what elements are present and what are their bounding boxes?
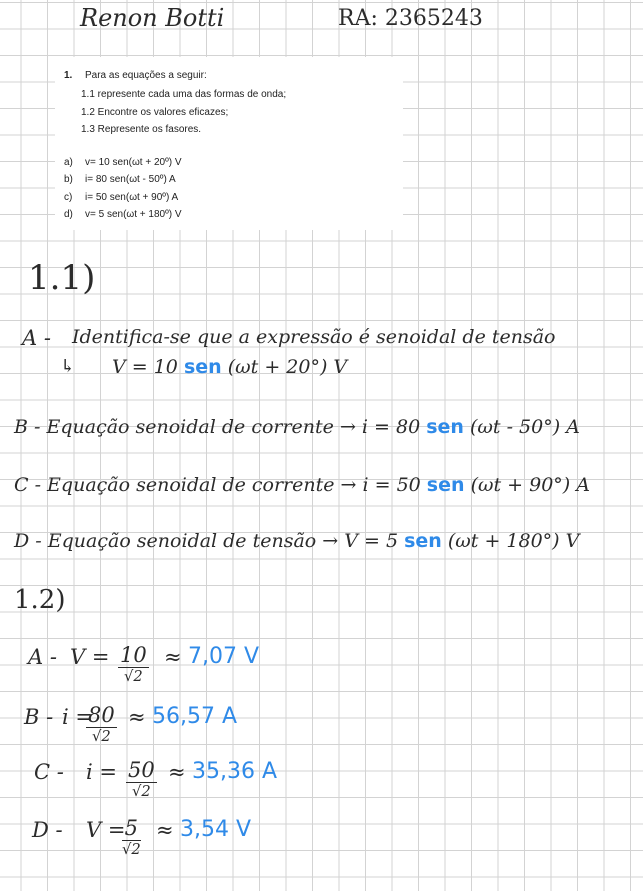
answer-c-text: Equação senoidal de corrente → i = 50 <box>47 474 421 496</box>
rms-a-var: V = <box>70 645 110 669</box>
answer-a-arrow: ↳ <box>60 356 76 377</box>
rms-b-result: 56,57 A <box>152 704 238 729</box>
rms-a-approx: ≈ <box>164 645 182 669</box>
rms-d-fraction <box>122 816 141 858</box>
rms-d-num: 5 <box>122 816 141 841</box>
item-letter-b: b) <box>64 174 73 185</box>
item-text-b: i= 80 sen(ωt - 50º) A <box>85 174 176 185</box>
answer-b-eq-post: (ωt - 50°) A <box>470 416 580 438</box>
rms-c-fraction <box>126 758 157 800</box>
rms-a-den: √2 <box>124 668 143 685</box>
item-letter-a: a) <box>64 157 73 168</box>
answer-d-sen: sen <box>404 530 442 552</box>
item-text-c: i= 50 sen(ωt + 90º) A <box>85 192 179 203</box>
rms-d-result: 3,54 V <box>180 817 252 842</box>
rms-a-fraction <box>118 643 149 685</box>
rms-d-prefix: D - <box>32 818 63 842</box>
rms-a-num: 10 <box>120 643 147 667</box>
rms-b-prefix: B - <box>24 705 54 729</box>
section-1-2-heading: 1.2) <box>14 585 66 615</box>
question-sub-3: 1.3 Represente os fasores. <box>81 124 202 135</box>
item-letter-d: d) <box>64 209 73 220</box>
answer-a-equation <box>112 356 347 378</box>
answer-c-line <box>14 474 590 496</box>
question-sub-2: 1.2 Encontre os valores eficazes; <box>81 107 229 118</box>
rms-c-result: 35,36 A <box>192 759 278 784</box>
question-box <box>55 57 403 230</box>
answer-b-sen: sen <box>426 416 464 438</box>
student-ra: RA: 2365243 <box>338 6 483 31</box>
rms-d-approx: ≈ <box>156 818 174 842</box>
answer-a-text: Identifica-se que a expressão é senoidal de tensão <box>72 326 556 348</box>
rms-b-fraction <box>86 703 117 745</box>
answer-c-sen: sen <box>426 474 465 496</box>
answer-c-prefix: C - <box>14 474 41 496</box>
rms-d-den: √2 <box>122 841 141 858</box>
rms-b-num: 80 <box>88 703 115 727</box>
rms-c-den: √2 <box>132 783 151 800</box>
answer-a-eq-pre: V = 10 <box>112 356 178 378</box>
rms-a-prefix: A - <box>28 645 57 669</box>
answer-d-prefix: D - <box>14 530 42 552</box>
answer-b-text: Equação senoidal de corrente → i = 80 <box>46 416 421 438</box>
answer-b-prefix: B - <box>14 416 41 438</box>
answer-a-sen: sen <box>183 356 222 378</box>
rms-d-var: V = <box>86 818 126 842</box>
question-number: 1. <box>64 70 73 81</box>
question-sub-1: 1.1 represente cada uma das formas de onda; <box>81 89 287 100</box>
answer-c-eq-post: (ωt + 90°) A <box>470 474 590 496</box>
rms-a-result: 7,07 V <box>188 644 260 669</box>
rms-b-var: i = <box>62 705 93 729</box>
student-name: Renon Botti <box>80 4 225 32</box>
rms-c-approx: ≈ <box>168 760 186 784</box>
rms-b-den: √2 <box>92 728 111 745</box>
rms-c-prefix: C - <box>34 760 64 784</box>
item-letter-c: c) <box>64 192 73 203</box>
section-1-1-heading: 1.1) <box>28 258 96 298</box>
question-intro: Para as equações a seguir: <box>85 70 207 81</box>
item-text-a: v= 10 sen(ωt + 20º) V <box>85 157 182 168</box>
rms-c-num: 50 <box>128 758 155 782</box>
item-text-d: v= 5 sen(ωt + 180º) V <box>85 209 182 220</box>
answer-d-line <box>14 530 579 552</box>
answer-d-text: Equação senoidal de tensão → V = 5 <box>47 530 399 552</box>
rms-b-approx: ≈ <box>128 705 146 729</box>
answer-d-eq-post: (ωt + 180°) V <box>447 530 580 552</box>
rms-c-var: i = <box>86 760 117 784</box>
answer-a-eq-post: (ωt + 20°) V <box>227 356 348 378</box>
answer-b-line <box>14 416 580 438</box>
answer-a-prefix: A - <box>22 326 51 350</box>
